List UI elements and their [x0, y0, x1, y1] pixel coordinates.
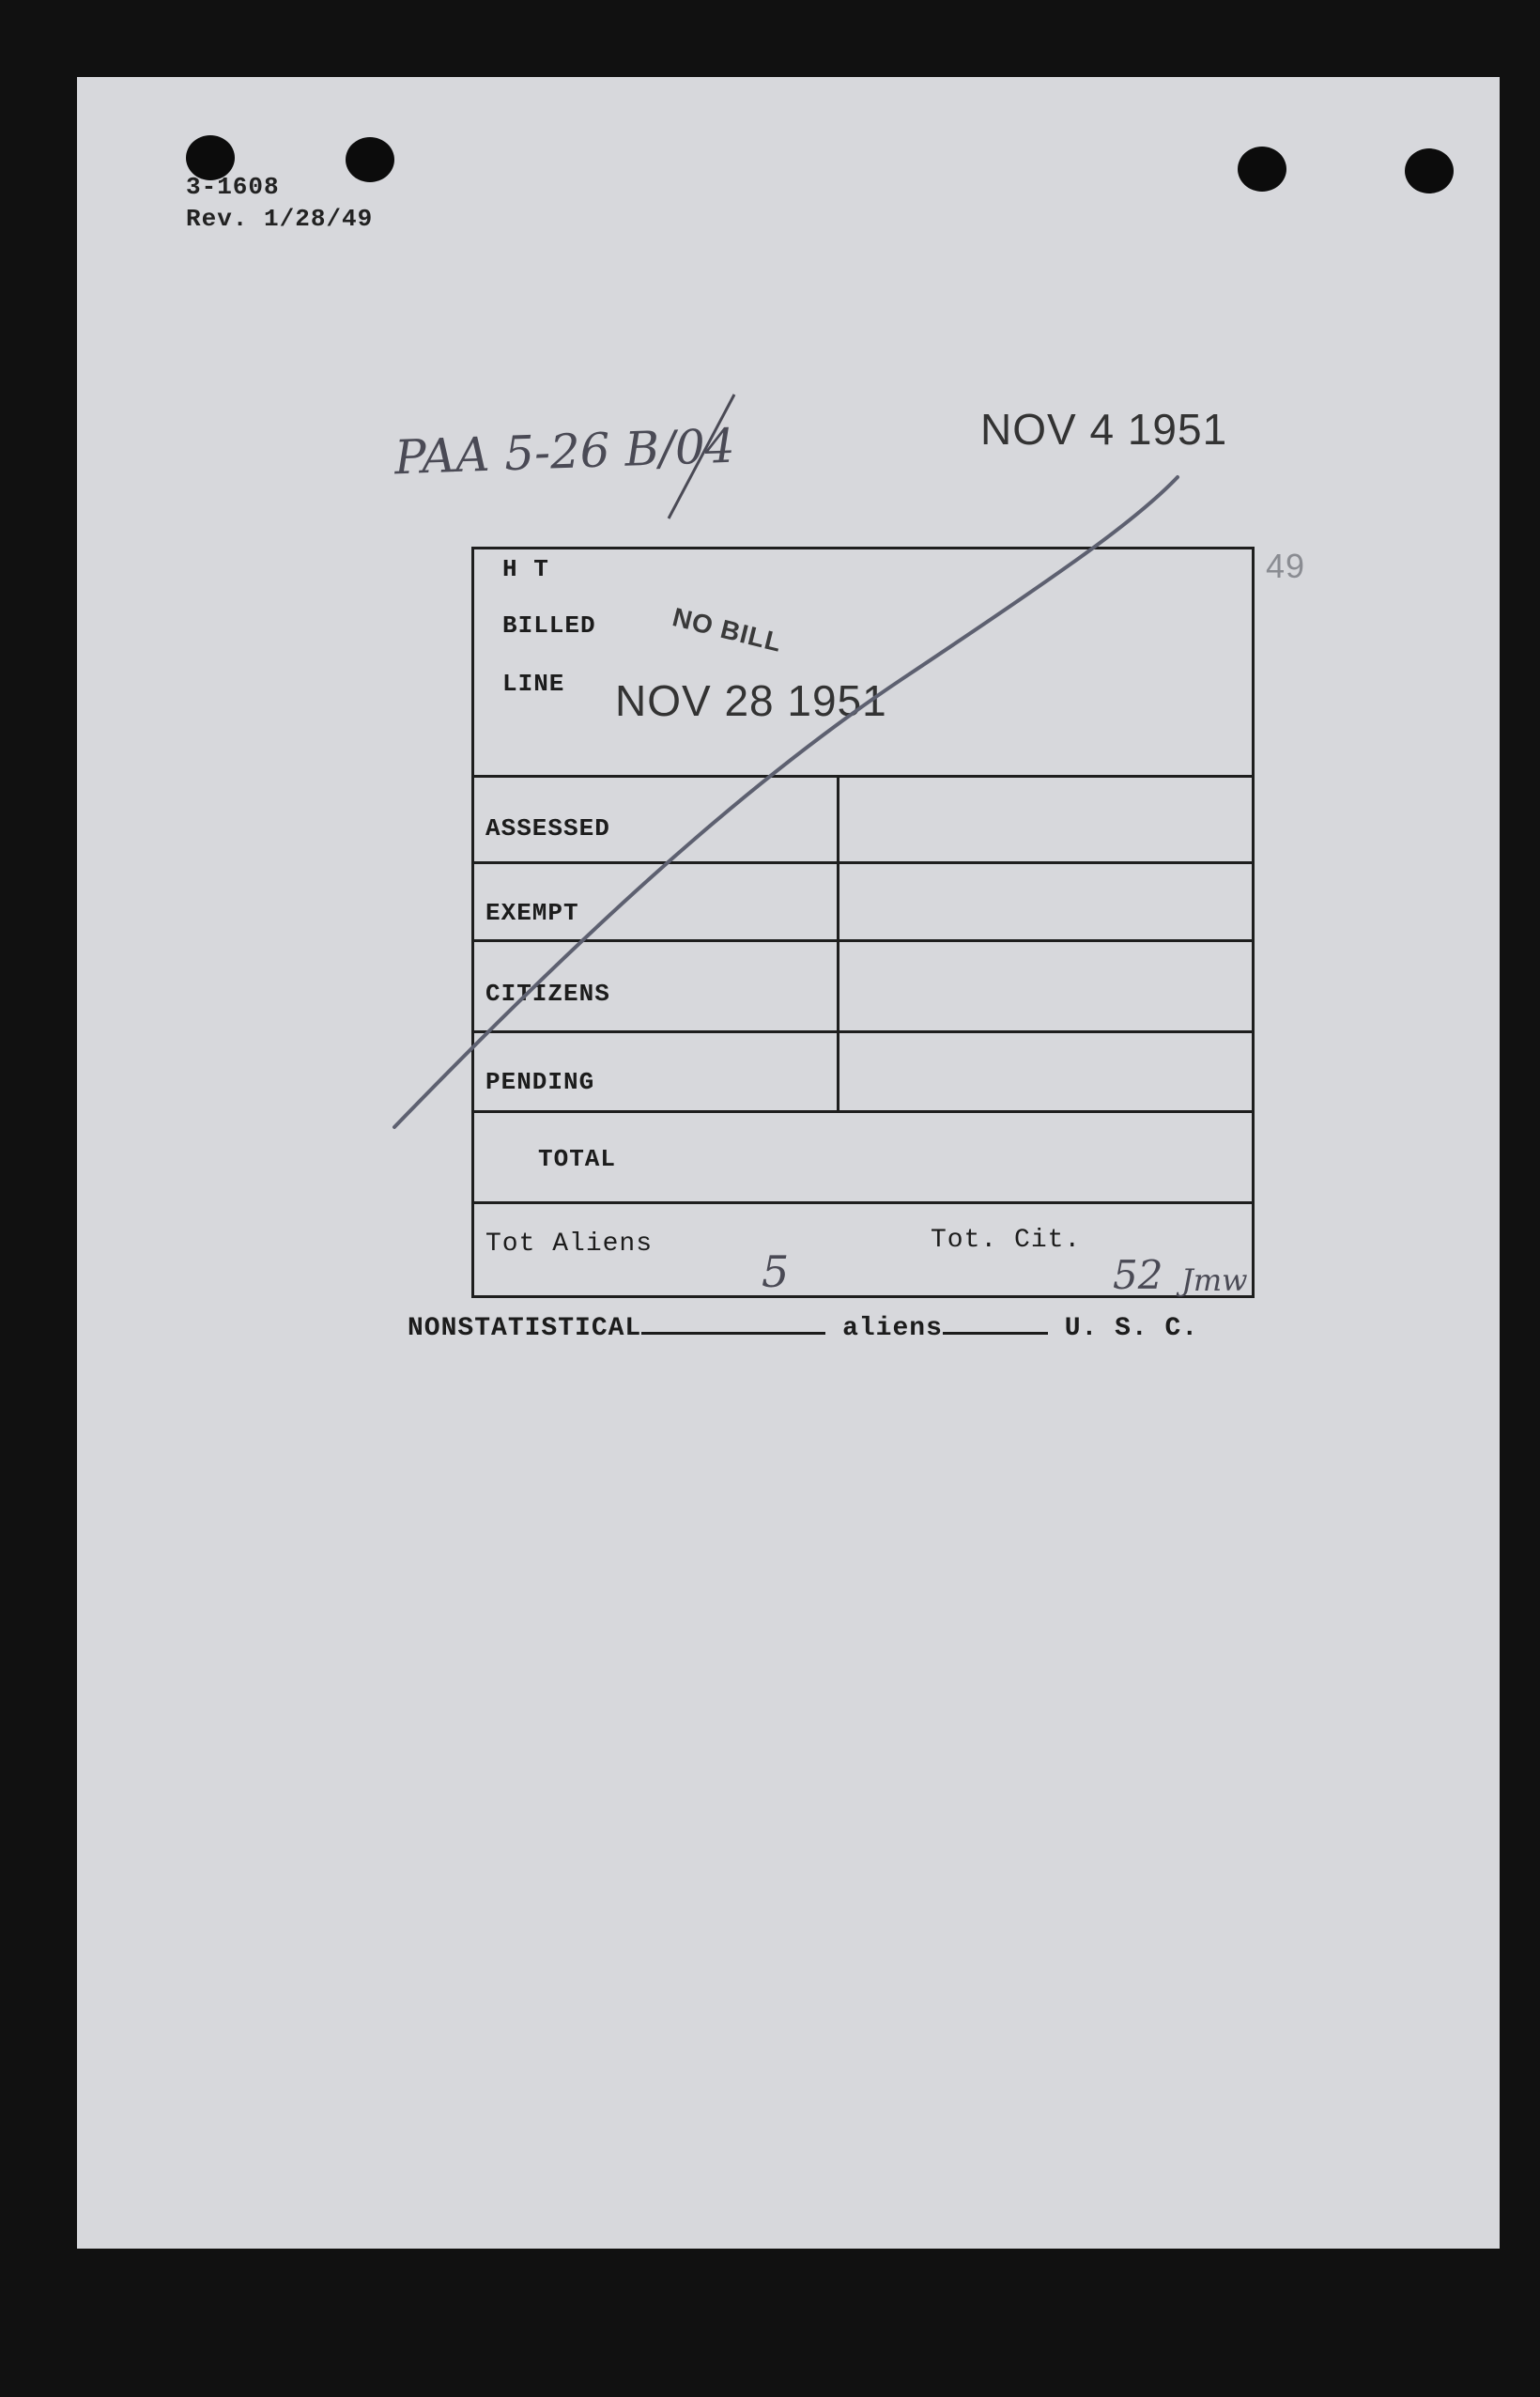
tot-aliens-label: Tot Aliens — [485, 1229, 654, 1259]
no-bill-stamp: NO BILL — [670, 602, 786, 657]
row-label-pending: PENDING — [485, 1068, 595, 1096]
label-billed: BILLED — [502, 611, 596, 640]
total-label: TOTAL — [538, 1145, 617, 1173]
form-revision: Rev. 1/28/49 — [186, 205, 374, 233]
form-number: 3-1608 — [186, 173, 280, 201]
label-ht: H T — [502, 555, 549, 583]
date-stamp-line: NOV 28 1951 — [615, 676, 887, 725]
row-label-citizens: CITIZENS — [485, 980, 610, 1008]
nonstatistical-label: NONSTATISTICAL — [408, 1314, 642, 1343]
carrier-annotation: PAA 5-26 B/04 — [393, 418, 736, 486]
row-label-exempt: EXEMPT — [485, 899, 579, 927]
strike-through-line — [77, 77, 1500, 2249]
aliens-label: aliens — [842, 1314, 943, 1343]
tot-cit-label: Tot. Cit. — [931, 1226, 1082, 1255]
document-page — [77, 77, 1500, 2249]
usc-label: U. S. C. — [1064, 1314, 1199, 1343]
page-number: 49 — [1266, 547, 1306, 585]
date-stamp-top: NOV 4 1951 — [980, 405, 1228, 454]
row-label-assessed: ASSESSED — [485, 814, 610, 843]
aliens-total-handwritten: 5 — [762, 1246, 790, 1297]
label-line: LINE — [502, 670, 565, 698]
initials: Jmw — [1181, 1262, 1248, 1298]
citizens-total-handwritten: 52 — [1113, 1252, 1163, 1298]
